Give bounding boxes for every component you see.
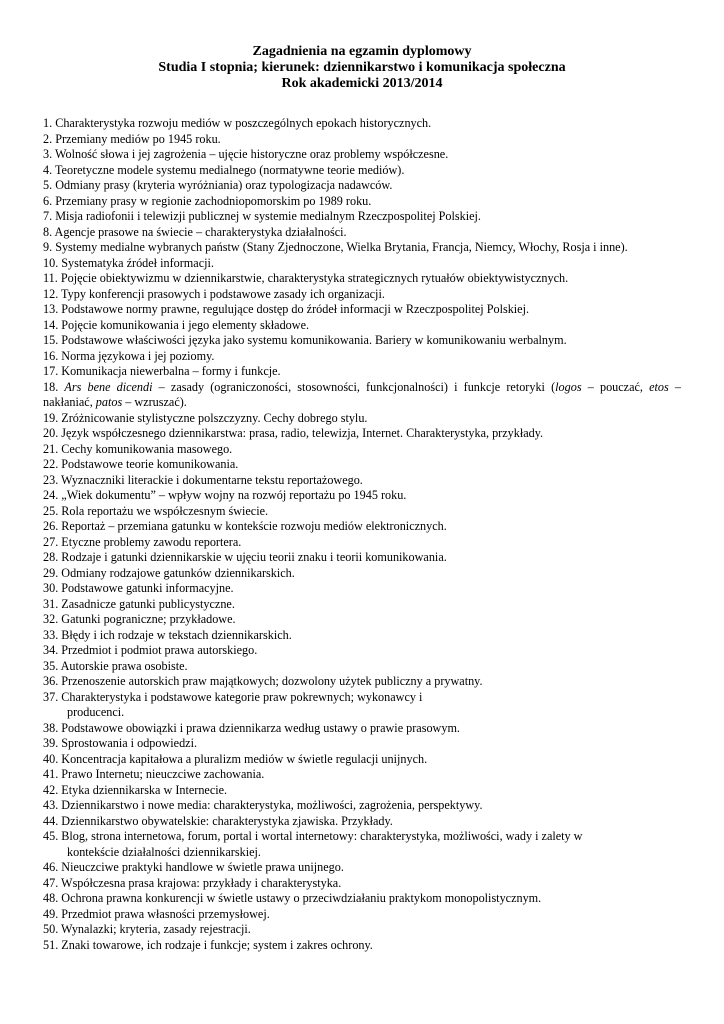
topic-item: 16. Norma językowa i jej poziomy. [43, 348, 215, 363]
topic-item: 8. Agencje prasowe na świecie – charakterystyka działalności. [43, 224, 347, 239]
document-title: Zagadnienia na egzamin dyplomowy [252, 44, 472, 59]
topic-item: 17. Komunikacja niewerbalna – formy i funkcje. [43, 364, 281, 378]
topic-item: 27. Etyczne problemy zawodu reportera. [43, 534, 242, 549]
topic-item: 28. Rodzaje i gatunki dziennikarskie w ujęciu teorii znaku i teorii komunikowania. [43, 550, 447, 564]
topic-item: 2. Przemiany mediów po 1945 roku. [43, 131, 221, 146]
topic-item: 18. Ars bene dicendi – zasady (ograniczoności, stosowności, funkcjonalności) i funkcje retoryki (logos – pouczać, etos – nakłaniać, patos – wzruszać). [43, 379, 681, 409]
topic-item: 38. Podstawowe obowiązki i prawa dziennikarza według ustawy o prawie prasowym. [43, 720, 460, 735]
topic-item: 4. Teoretyczne modele systemu medialnego (normatywne teorie mediów). [43, 162, 405, 177]
topic-item: 43. Dziennikarstwo i nowe media: charakterystyka, możliwości, zagrożenia, perspektywy. [43, 798, 483, 812]
topic-item: 46. Nieuczciwe praktyki handlowe w świetle prawa unijnego. [43, 860, 344, 874]
exam-topics-list [43, 116, 681, 953]
topic-item: 20. Język współczesnego dziennikarstwa: prasa, radio, telewizja, Internet. Charakterystyka, przykłady. [43, 426, 544, 440]
topic-item: 25. Rola reportażu we współczesnym świecie. [43, 503, 269, 518]
topic-item: 7. Misja radiofonii i telewizji publicznej w systemie medialnym Rzeczpospolitej Polskiej. [43, 209, 481, 223]
topic-item: 15. Podstawowe właściwości języka jako systemu komunikowania. Bariery w komunikowaniu werbalnym. [43, 333, 567, 347]
topic-item-continuation: kontekście działalności dziennikarskiej. [67, 844, 261, 859]
topic-item: 12. Typy konferencji prasowych i podstawowe zasady ich organizacji. [43, 286, 385, 301]
topic-item: 5. Odmiany prasy (kryteria wyróżniania) oraz typologizacja nadawców. [43, 178, 393, 192]
document-subtitle: Studia I stopnia; kierunek: dziennikarstwo i komunikacja społeczna [158, 60, 566, 75]
topic-item: 31. Zasadnicze gatunki publicystyczne. [43, 596, 235, 611]
topic-item: 14. Pojęcie komunikowania i jego elementy składowe. [43, 317, 310, 332]
topic-item: 48. Ochrona prawna konkurencji w świetle ustawy o przeciwdziałaniu praktykom monopolistycznym. [43, 891, 542, 905]
topic-item: 22. Podstawowe teorie komunikowania. [43, 457, 239, 471]
topic-item: 19. Zróżnicowanie stylistyczne polszczyzny. Cechy dobrego stylu. [43, 410, 368, 425]
topic-item: 39. Sprostowania i odpowiedzi. [43, 736, 198, 750]
topic-item: 35. Autorskie prawa osobiste. [43, 658, 188, 673]
topic-item: 26. Reportaż – przemiana gatunku w kontekście rozwoju mediów elektronicznych. [43, 519, 447, 533]
document-header [0, 44, 724, 92]
topic-item: 51. Znaki towarowe, ich rodzaje i funkcje; system i zakres ochrony. [43, 937, 373, 952]
topic-item-continuation: producenci. [67, 705, 125, 719]
topic-item: 32. Gatunki pograniczne; przykładowe. [43, 612, 236, 626]
topic-item: 9. Systemy medialne wybranych państw (Stany Zjednoczone, Wielka Brytania, Francja, Niemcy, Włochy, Rosja i inne). [43, 240, 628, 254]
topic-item: 49. Przedmiot prawa własności przemysłowej. [43, 906, 270, 921]
topic-item: 41. Prawo Internetu; nieuczciwe zachowania. [43, 767, 265, 781]
topic-item: 36. Przenoszenie autorskich praw majątkowych; dozwolony użytek publiczny a prywatny. [43, 674, 483, 688]
academic-year: Rok akademicki 2013/2014 [281, 76, 443, 91]
topic-item: 10. Systematyka źródeł informacji. [43, 255, 214, 270]
topic-item: 3. Wolność słowa i jej zagrożenia – ujęcie historyczne oraz problemy współczesne. [43, 147, 449, 161]
topic-item: 50. Wynalazki; kryteria, zasady rejestracji. [43, 922, 251, 936]
topic-item: 13. Podstawowe normy prawne, regulujące dostęp do źródeł informacji w Rzeczpospolitej Polskiej. [43, 302, 530, 316]
topic-item: 6. Przemiany prasy w regionie zachodniopomorskim po 1989 roku. [43, 193, 372, 208]
topic-item: 40. Koncentracja kapitałowa a pluralizm mediów w świetle regulacji unijnych. [43, 751, 428, 766]
topic-item: 45. Blog, strona internetowa, forum, portal i wortal internetowy: charakterystyka, możliwości, wady i zalety w [43, 829, 583, 843]
topic-item: 29. Odmiany rodzajowe gatunków dziennikarskich. [43, 565, 295, 580]
topic-item: 1. Charakterystyka rozwoju mediów w poszczególnych epokach historycznych. [43, 116, 432, 130]
topic-item: 21. Cechy komunikowania masowego. [43, 441, 233, 456]
topic-item: 24. „Wiek dokumentu” – wpływ wojny na rozwój reportażu po 1945 roku. [43, 488, 407, 502]
topic-item: 11. Pojęcie obiektywizmu w dziennikarstwie, charakterystyka strategicznych rytuałów obiektywistycznych. [43, 271, 569, 285]
topic-item: 42. Etyka dziennikarska w Internecie. [43, 782, 228, 797]
topic-item: 30. Podstawowe gatunki informacyjne. [43, 581, 234, 595]
topic-item: 34. Przedmiot i podmiot prawa autorskiego. [43, 643, 258, 657]
topic-item: 44. Dziennikarstwo obywatelskie: charakterystyka zjawiska. Przykłady. [43, 813, 393, 828]
topic-item: 33. Błędy i ich rodzaje w tekstach dziennikarskich. [43, 627, 292, 642]
topic-item: 47. Współczesna prasa krajowa: przykłady i charakterystyka. [43, 875, 342, 890]
topic-item: 23. Wyznaczniki literackie i dokumentarne tekstu reportażowego. [43, 472, 363, 487]
topic-item: 37. Charakterystyka i podstawowe kategorie praw pokrewnych; wykonawcy i [43, 689, 423, 704]
